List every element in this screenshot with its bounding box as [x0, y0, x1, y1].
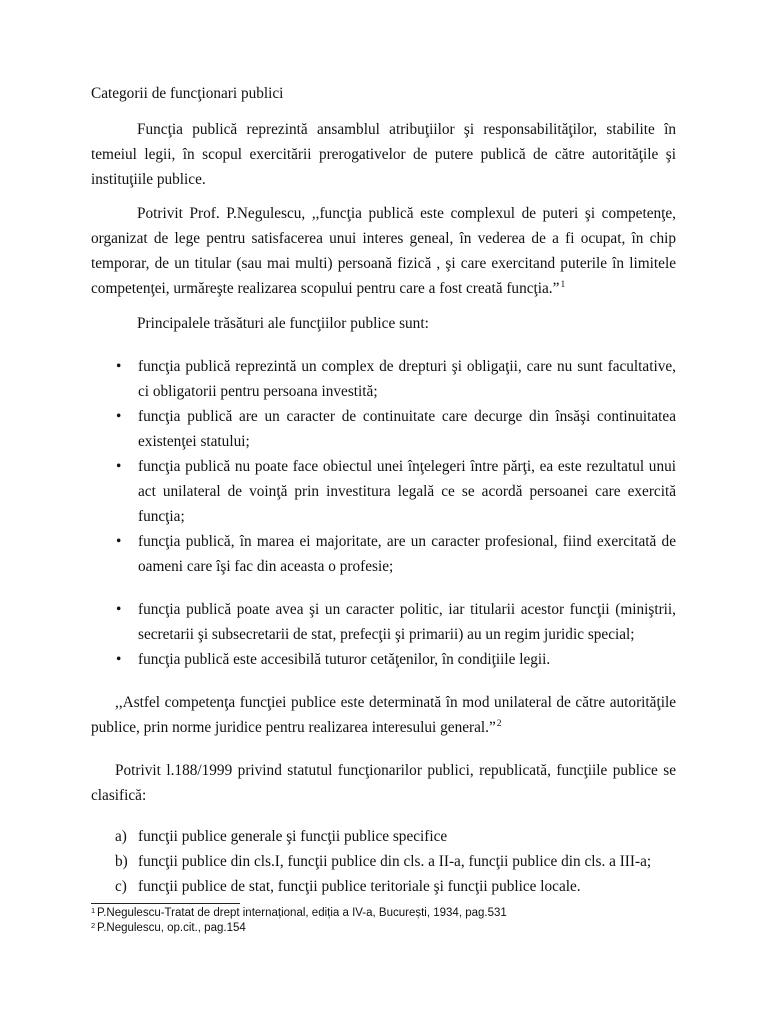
- list-item-line: oameni care îşi fac din aceasta o profesie;: [138, 558, 394, 575]
- features-list-item: [91, 647, 676, 672]
- list-item-line: funcţia;: [138, 508, 185, 525]
- footnotes: [91, 906, 507, 936]
- footnote-separator: [91, 903, 240, 904]
- bullet-marker: •: [116, 651, 122, 668]
- bullet-marker: •: [116, 601, 122, 618]
- footnote-number: 1: [91, 906, 96, 915]
- footnote-text: P.Negulescu, op.cit., pag.154: [97, 922, 246, 934]
- paragraph-line: [91, 276, 676, 301]
- classification-intro-paragraph: [91, 758, 676, 808]
- footnote-reference: 1: [560, 280, 566, 290]
- bullet-marker: •: [116, 408, 122, 425]
- features-list-item-text: [138, 647, 676, 672]
- list-item-line: secretarii şi subsecretarii de stat, prefecţii şi primarii) au un regim juridic special;: [138, 626, 635, 643]
- bullet-marker: •: [116, 358, 122, 375]
- features-list-item-text: [138, 404, 676, 454]
- features-list-item-text: [138, 597, 676, 647]
- footnote-1: [91, 906, 507, 921]
- paragraph-line: [91, 715, 676, 740]
- list-item-line: act unilateral de voinţă prin investitura legală ce se acordă persoanei care exercită: [138, 483, 676, 500]
- paragraph-line: Funcţia publică reprezintă ansamblul atribuţiilor şi responsabilităţilor, stabilite în: [137, 121, 676, 138]
- paragraph-line: organizat de lege pentru satisfacerea unui interes geneal, în vederea de a fi ocupat, în chip: [91, 230, 676, 247]
- paragraph-line: Potrivit l.188/1999 privind statutul funcţionarilor publici, republicată, funcţiile publice se: [115, 762, 676, 779]
- classification-item-text: funcţii publice de stat, funcţii publice teritoriale şi funcţii publice locale.: [138, 878, 581, 895]
- features-list: [91, 354, 676, 579]
- paragraph-line-text: publice, prin norme juridice pentru realizarea interesului general.”: [91, 719, 496, 736]
- bullet-marker: •: [116, 458, 122, 475]
- footnote-number: 2: [91, 921, 96, 930]
- classification-item: [91, 824, 676, 849]
- heading-text: Categorii de funcţionari publici: [91, 85, 284, 102]
- classification-item: [91, 874, 676, 899]
- definition-paragraph: [91, 117, 676, 192]
- competence-quote-paragraph: [91, 690, 676, 740]
- features-list-item-text: [138, 529, 676, 579]
- footnote-text: P.Negulescu-Tratat de drept internațional, ediția a IV-a, București, 1934, pag.531: [97, 907, 507, 919]
- features-intro: [91, 311, 676, 336]
- footnote-reference: 2: [496, 719, 502, 729]
- features-list-item: [91, 354, 676, 404]
- features-list-item-text: [138, 454, 676, 529]
- features-list-item: [91, 454, 676, 529]
- paragraph-line: temporar, de un titular (sau mai multi) persoană fizică , şi care exercitand puterile în limitele: [91, 255, 676, 272]
- document-heading: [91, 81, 676, 106]
- classification-item: [91, 849, 676, 874]
- classification-list: [91, 824, 676, 899]
- features-list-continued: [91, 597, 676, 672]
- list-item-line: funcţia publică nu poate face obiectul unei înţelegeri între părţi, ea este rezultatul unui: [138, 458, 676, 475]
- negulescu-definition-paragraph: [91, 201, 676, 301]
- paragraph-line: instituţiile publice.: [91, 171, 206, 188]
- classification-item-label: c): [115, 878, 127, 895]
- list-item-line: funcţia publică este accesibilă tuturor cetăţenilor, în condiţiile legii.: [138, 651, 551, 668]
- classification-item-label: a): [115, 828, 127, 845]
- features-list-item: [91, 404, 676, 454]
- features-list-item-text: [138, 354, 676, 404]
- paragraph-line-text: competenţei, urmăreşte realizarea scopului pentru care a fost creată funcţia.”: [91, 280, 560, 297]
- classification-item-text: funcţii publice generale şi funcţii publice specifice: [138, 828, 448, 845]
- footnote-2: [91, 921, 507, 936]
- features-list-item: [91, 529, 676, 579]
- list-item-line: ci obligatorii pentru persoana investită;: [138, 383, 378, 400]
- features-intro-text: Principalele trăsături ale funcţiilor publice sunt:: [137, 315, 429, 332]
- paragraph-line: Potrivit Prof. P.Negulescu, ,,funcţia publică este complexul de puteri şi competenţe,: [137, 205, 676, 222]
- list-item-line: funcţia publică poate avea şi un caracter politic, iar titularii acestor funcţii (miniştrii,: [138, 601, 676, 618]
- paragraph-line: temeiul legii, în scopul exercitării prerogativelor de putere publică de către autorităţile şi: [91, 146, 676, 163]
- list-item-line: funcţia publică, în marea ei majoritate, are un caracter profesional, fiind exercitată de: [138, 533, 676, 550]
- classification-item-text: funcţii publice din cls.I, funcţii publice din cls. a II-a, funcţii publice din cls. a III-a;: [138, 853, 652, 870]
- paragraph-line: clasifică:: [91, 787, 147, 804]
- paragraph-line: ,,Astfel competenţa funcţiei publice este determinată în mod unilateral de către autorităţile: [115, 694, 676, 711]
- features-list-item: [91, 597, 676, 647]
- list-item-line: funcţia publică reprezintă un complex de drepturi şi obligaţii, care nu sunt facultative,: [138, 358, 676, 375]
- bullet-marker: •: [116, 533, 122, 550]
- list-item-line: existenţei statului;: [138, 433, 250, 450]
- classification-item-label: b): [115, 853, 128, 870]
- list-item-line: funcţia publică are un caracter de continuitate care decurge din însăşi continuitatea: [138, 408, 676, 425]
